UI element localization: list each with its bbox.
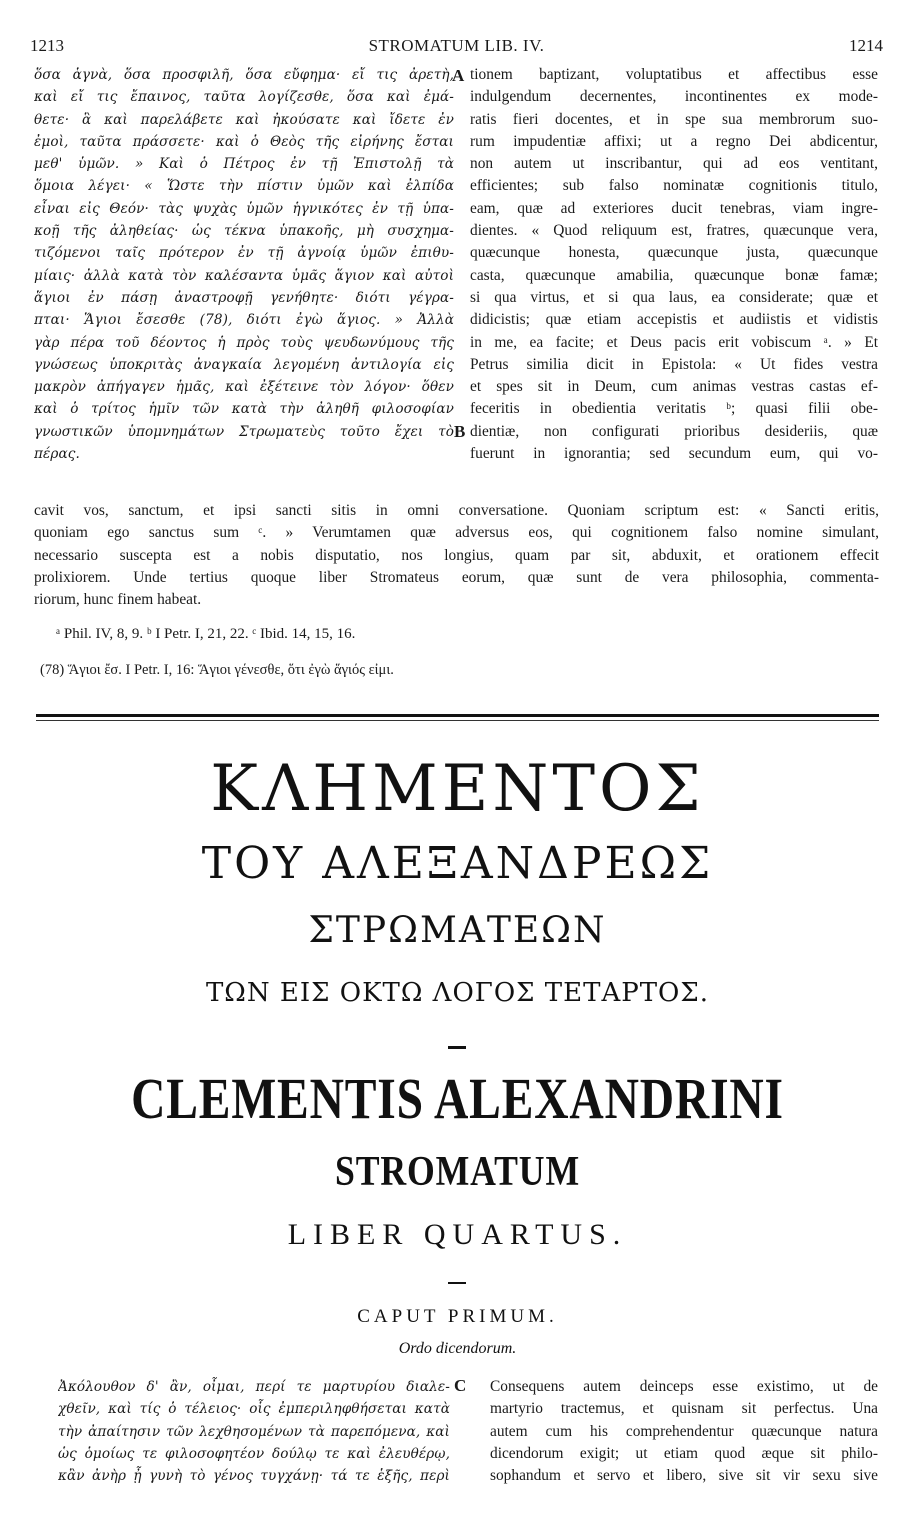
text-line: dientiæ, non configurati prioribus desideriis, quæ [470,422,878,440]
text-line: μεθ' ὑμῶν. » Καὶ ὁ Πέτρος ἐν τῇ Ἐπιστολῇ τὰ [34,156,454,173]
text-line: cavit vos, sanctum, et ipsi sancti sitis in omni conversatione. Quoniam scriptum est: « Sancti eritis, [34,502,879,519]
chapter-heading: CAPUT PRIMUM. [357,1306,558,1327]
text-line: rum impudentiæ affixi; ut a regno Dei abdicentur, [470,132,878,150]
running-header [30,36,883,58]
text-line: γνώσεως ὑποκριτὰς ἀναγκαία λεγομένη ἀντιλογία εἰς [34,356,454,373]
greek-title-epithet: ΤΟΥ ΑΛΕΞΑΝΔΡΕΩΣ [201,838,714,889]
text-line: Petrus similia dicit in Epistola: « Ut fides vestra [470,355,878,373]
text-line: necessario suscepta est a nobis disputatio, nos longius, quam par sit, abduxit, et orationem effecit [34,546,879,564]
title-dash-1 [448,1046,466,1049]
text-line: feceritis in obedientia veritatis ᵇ; quasi filii obe- [470,400,878,418]
text-line: γνωστικῶν ὑπομνημάτων Στρωματεὺς τοῦτο ἔχει τὸ [34,423,454,440]
text-line: tionem baptizant, voluptatibus et affectibus esse [470,66,878,83]
text-line: μίαις· ἀλλὰ κατὰ τὸν καλέσαντα ὑμᾶς ἅγιον καὶ αὐτοὶ [34,267,454,284]
text-line: autem cum his comprehendentur quæcunque natura [490,1422,878,1440]
text-line: didicistis; quæ etiam accepistis et audiistis et vidistis [470,311,878,329]
text-line: in me, ea facite; et Deus pacis erit vobiscum ᵃ. » Et [470,333,878,351]
text-line: martyrio tractemus, et quisnam sit perfectus. Una [490,1400,878,1418]
text-line: Consequens autem deinceps esse existimo, ut de [490,1378,878,1395]
text-line: dientes. « Quod reliquum est, fratres, quæcunque vera, [470,222,878,240]
text-line: θετε· ἃ καὶ παρελάβετε καὶ ἠκούσατε καὶ ἴδετε ἐν [34,111,454,128]
text-line: non autem ut inscribantur, qui ad eos ventitant, [470,155,878,173]
title-dash-2 [448,1282,466,1284]
full-width-paragraph [34,500,879,611]
text-line: ratis fieri docentes, et in spe sua membrorum suo- [470,110,878,128]
greek-title-author: ΚΛΗΜΕΝΤΟΣ [210,752,705,826]
margin-marker-b: B [454,422,466,441]
text-line: εἶναι εἰς Θεόν· τὰς ψυχὰς ὑμῶν ἡγνικότες ἐν τῇ ὑπα- [34,200,454,217]
text-line: καὶ εἴ τις ἔπαινος, ταῦτα λογίζεσθε, ὅσα καὶ ἐμά- [34,89,454,106]
chapter-subtitle: Ordo dicendorum. [398,1340,517,1357]
text-line: κἂν ἀνὴρ ᾖ γυνὴ τὸ γένος τυγχάνῃ· τά τε ἑξῆς, περὶ [58,1468,450,1485]
text-line: quæcunque honesta, quæcunque justa, quæcunque [470,244,878,262]
text-line: quoniam ego sanctus sum ᶜ. » Verumtamen quæ adversus eos, qui cognitionem falso nomine simulant, [34,524,879,542]
greek-column-top [34,64,454,465]
text-line: fuerunt in ignorantia; sed secundum eum, qui vo- [470,445,878,463]
text-line: πται· Ἅγιοι ἔσεσθε (78), διότι ἐγὼ ἅγιος. » Ἀλλὰ [34,312,454,329]
text-line: ὅμοια λέγει· « Ὥστε τὴν πίστιν ὑμῶν καὶ ἐλπίδα [34,178,454,195]
margin-marker-a: A [452,66,465,85]
latin-column-bottom [490,1376,878,1487]
text-line: ἅγιοι ἐν πάσῃ ἀναστροφῇ γενήθητε· διότι γέγρα- [34,289,454,306]
text-line: ὅσα ἁγνὰ, ὅσα προσφιλῆ, ὅσα εὔφημα· εἴ τις ἀρετὴ, [34,67,454,83]
page-number-right: 1214 [849,36,883,55]
text-line: γὰρ πέρα τοῦ δέοντος ἡ πρὸς τοὺς ψευδωνύμους τῆς [34,334,454,351]
text-line: τὴν ἀπαίτησιν τῶν λεχθησομένων τὰ παρεπόμενα, καὶ [58,1423,450,1440]
latin-title-author: CLEMENTIS ALEXANDRINI [131,1066,784,1131]
latin-title-book: LIBER QUARTUS. [287,1218,628,1251]
footnote-78: (78) Ἅγιοι ἔσ. I Petr. I, 16: Ἅγιοι γένεσθε, ὅτι ἐγὼ ἅγιός εἰμι. [40,662,394,678]
greek-title-work: ΣΤΡΩΜΑΤΕΩΝ [308,910,607,951]
text-line: καὶ ὁ τρίτος ἡμῖν τῶν κατὰ τὴν ἀληθῆ φιλοσοφίαν [34,401,454,418]
running-title: STROMATUM LIB. IV. [368,36,545,55]
text-line: τιζόμενοι ταῖς πρότερον ἐν τῇ ἀγνοίᾳ ὑμῶν ἐπιθυ- [34,245,454,262]
text-line: μακρὸν ἀπήγαγεν ἡμᾶς, καὶ ἐξέτεινε τὸν λόγον· ὅθεν [34,379,454,396]
footnote-references: ᵃ Phil. IV, 8, 9. ᵇ I Petr. I, 21, 22. ᶜ Ibid. 14, 15, 16. [56,626,356,642]
text-line: sophandum et servo et libero, sive sit vir sexu sive [490,1467,878,1485]
text-line: prolixiorem. Unde tertius quoque liber Stromateus eorum, quæ sunt de vera philosophia, commenta- [34,568,879,586]
text-line: efficientes; sub falso nominatæ cognitionis titulo, [470,177,878,195]
text-line: si qua virtus, et si qua laus, ea considerate; quæ et [470,288,878,306]
text-line: Ἀκόλουθον δ' ἂν, οἶμαι, περί τε μαρτυρίου διαλε- [58,1379,450,1395]
text-line: χθεῖν, καὶ τίς ὁ τέλειος· οἷς ἐμπεριληφθήσεται κατὰ [58,1401,450,1418]
text-line: ἐμοὶ, ταῦτα πράσσετε· καὶ ὁ Θεὸς τῆς εἰρήνης ἔσται [34,133,454,150]
text-line: κοῇ τῆς ἀληθείας· ὡς τέκνα ὑπακοῆς, μὴ συσχημα- [34,223,454,240]
greek-title-book: ΤΩΝ ΕΙΣ ΟΚΤΩ ΛΟΓΟΣ ΤΕΤΑΡΤΟΣ. [205,978,710,1008]
greek-column-bottom [58,1376,450,1487]
latin-title-work: STROMATUM [335,1149,580,1195]
text-line: indulgendum decernentes, incontinentes ex mode- [470,88,878,106]
text-line: ὡς ὁμοίως τε φιλοσοφητέον δούλῳ τε καὶ ἐλευθέρῳ, [58,1445,450,1462]
text-line: eam, quæ ad exteriores ducit tenebras, viam ingre- [470,199,878,217]
margin-marker-c: C [454,1376,467,1395]
text-line: casta, quæcunque amabilia, quæcunque bonæ famæ; [470,266,878,284]
text-line: πέρας. [34,446,80,463]
text-line: riorum, hunc finem habeat. [34,591,202,609]
text-line: et spes sit in Deum, cum animas vestras castas ef- [470,378,878,396]
text-line: dicendorum exigit; ut etiam quod æque sit philo- [490,1444,878,1462]
section-divider [36,714,879,717]
latin-column-top [470,64,878,465]
page-number-left: 1213 [30,36,64,55]
